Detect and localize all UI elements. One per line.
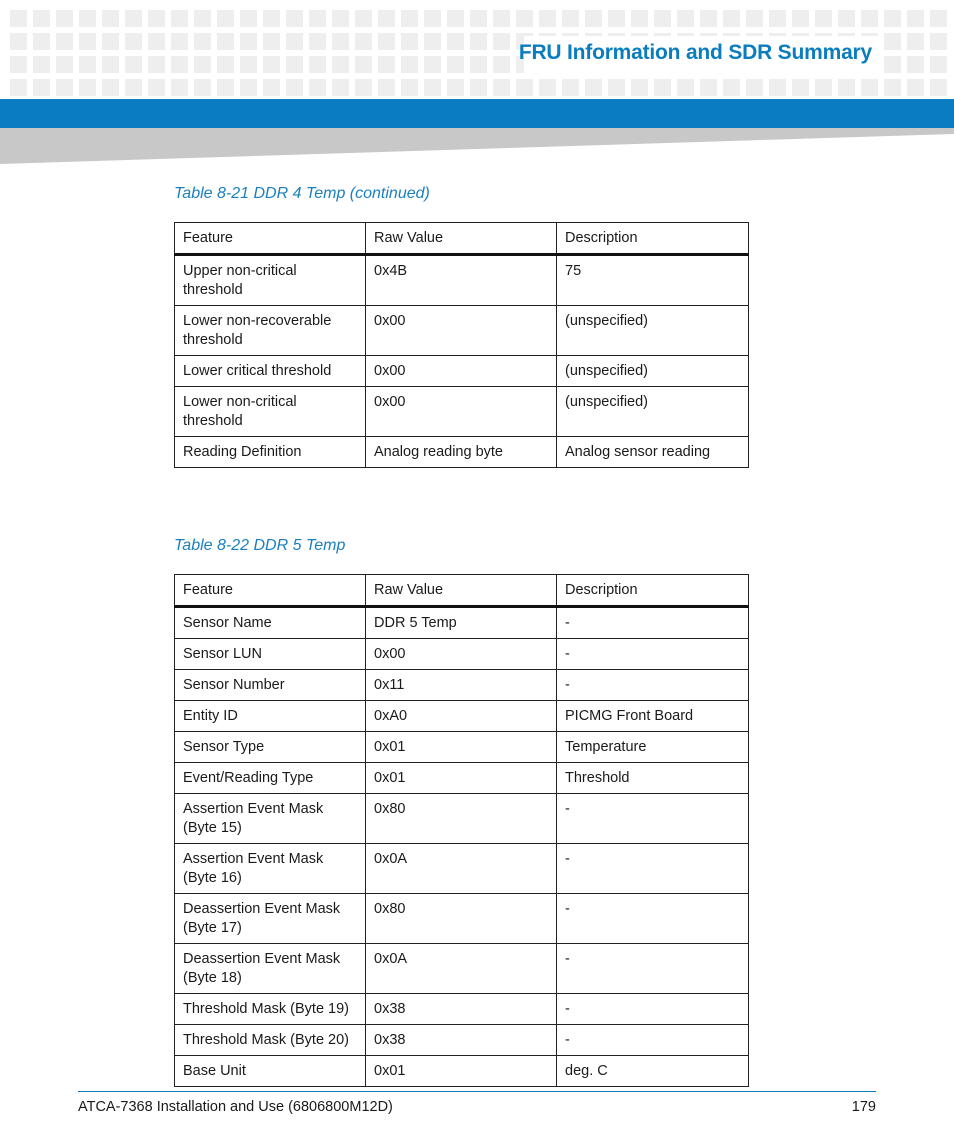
table-cell: 0x0A xyxy=(366,844,557,894)
table-caption-ddr5: Table 8-22 DDR 5 Temp xyxy=(174,537,346,554)
table-cell: Assertion Event Mask (Byte 15) xyxy=(175,794,366,844)
table-cell: 0x00 xyxy=(366,387,557,437)
table-cell: Event/Reading Type xyxy=(175,763,366,794)
table-cell: Entity ID xyxy=(175,701,366,732)
column-header: Description xyxy=(557,223,749,255)
table-row xyxy=(175,387,749,437)
table-row xyxy=(175,994,749,1025)
table-cell: DDR 5 Temp xyxy=(366,607,557,639)
table-cell: 0x00 xyxy=(366,639,557,670)
table-cell: Sensor Type xyxy=(175,732,366,763)
footer-document-title: ATCA-7368 Installation and Use (6806800M12D) xyxy=(78,1099,393,1115)
table-cell: Deassertion Event Mask (Byte 17) xyxy=(175,894,366,944)
table-row xyxy=(175,844,749,894)
table-cell: deg. C xyxy=(557,1056,749,1087)
table-cell: 0xA0 xyxy=(366,701,557,732)
table-cell: (unspecified) xyxy=(557,387,749,437)
table-row xyxy=(175,1025,749,1056)
table-row xyxy=(175,794,749,844)
table-cell: - xyxy=(557,994,749,1025)
table-row xyxy=(175,356,749,387)
table-cell: 0x01 xyxy=(366,763,557,794)
table-row xyxy=(175,894,749,944)
table-caption-ddr4: Table 8-21 DDR 4 Temp (continued) xyxy=(174,185,430,202)
header-blue-bar xyxy=(0,99,954,128)
table-cell: 0x38 xyxy=(366,994,557,1025)
table-cell: 0x00 xyxy=(366,356,557,387)
table-cell: Analog reading byte xyxy=(366,437,557,468)
table-cell: Analog sensor reading xyxy=(557,437,749,468)
table-cell: Threshold Mask (Byte 19) xyxy=(175,994,366,1025)
ddr5-temp-table xyxy=(174,574,749,1087)
table-cell: Lower non-critical threshold xyxy=(175,387,366,437)
table-cell: - xyxy=(557,1025,749,1056)
ddr4-temp-table xyxy=(174,222,749,468)
table-cell: - xyxy=(557,794,749,844)
table-row xyxy=(175,763,749,794)
table-cell: - xyxy=(557,670,749,701)
table-cell: 0x4B xyxy=(366,255,557,306)
table-cell: PICMG Front Board xyxy=(557,701,749,732)
table-row xyxy=(175,639,749,670)
table-cell: 0x38 xyxy=(366,1025,557,1056)
column-header: Feature xyxy=(175,575,366,607)
table-row xyxy=(175,437,749,468)
table-cell: 0x11 xyxy=(366,670,557,701)
table-row xyxy=(175,607,749,639)
column-header: Raw Value xyxy=(366,223,557,255)
page-title: FRU Information and SDR Summary xyxy=(518,41,872,64)
table-row xyxy=(175,944,749,994)
table-row xyxy=(175,255,749,306)
table-cell: - xyxy=(557,607,749,639)
column-header: Raw Value xyxy=(366,575,557,607)
table-cell: - xyxy=(557,894,749,944)
table-cell: (unspecified) xyxy=(557,356,749,387)
table-cell: Reading Definition xyxy=(175,437,366,468)
table-cell: - xyxy=(557,639,749,670)
table-cell: Upper non-critical threshold xyxy=(175,255,366,306)
table-cell: - xyxy=(557,844,749,894)
footer-page-number: 179 xyxy=(851,1099,876,1115)
table-cell: 0x01 xyxy=(366,732,557,763)
table-cell: 0x01 xyxy=(366,1056,557,1087)
footer-rule xyxy=(78,1091,876,1092)
column-header: Feature xyxy=(175,223,366,255)
table-cell: Deassertion Event Mask (Byte 18) xyxy=(175,944,366,994)
table-row xyxy=(175,670,749,701)
table-cell: Lower non-recoverable threshold xyxy=(175,306,366,356)
table-row xyxy=(175,1056,749,1087)
table-cell: - xyxy=(557,944,749,994)
table-cell: Lower critical threshold xyxy=(175,356,366,387)
table-row xyxy=(175,701,749,732)
table-cell: Threshold xyxy=(557,763,749,794)
table-cell: 0x00 xyxy=(366,306,557,356)
table-cell: Temperature xyxy=(557,732,749,763)
table-cell: Assertion Event Mask (Byte 16) xyxy=(175,844,366,894)
table-cell: 0x80 xyxy=(366,894,557,944)
table-cell: 75 xyxy=(557,255,749,306)
header-gray-wedge xyxy=(0,128,954,164)
table-cell: Sensor Name xyxy=(175,607,366,639)
table-cell: 0x80 xyxy=(366,794,557,844)
table-header-row xyxy=(175,575,749,607)
column-header: Description xyxy=(557,575,749,607)
table-cell: Base Unit xyxy=(175,1056,366,1087)
table-cell: Sensor LUN xyxy=(175,639,366,670)
table-row xyxy=(175,306,749,356)
table-header-row xyxy=(175,223,749,255)
table-cell: Sensor Number xyxy=(175,670,366,701)
table-row xyxy=(175,732,749,763)
table-cell: 0x0A xyxy=(366,944,557,994)
table-cell: (unspecified) xyxy=(557,306,749,356)
table-cell: Threshold Mask (Byte 20) xyxy=(175,1025,366,1056)
